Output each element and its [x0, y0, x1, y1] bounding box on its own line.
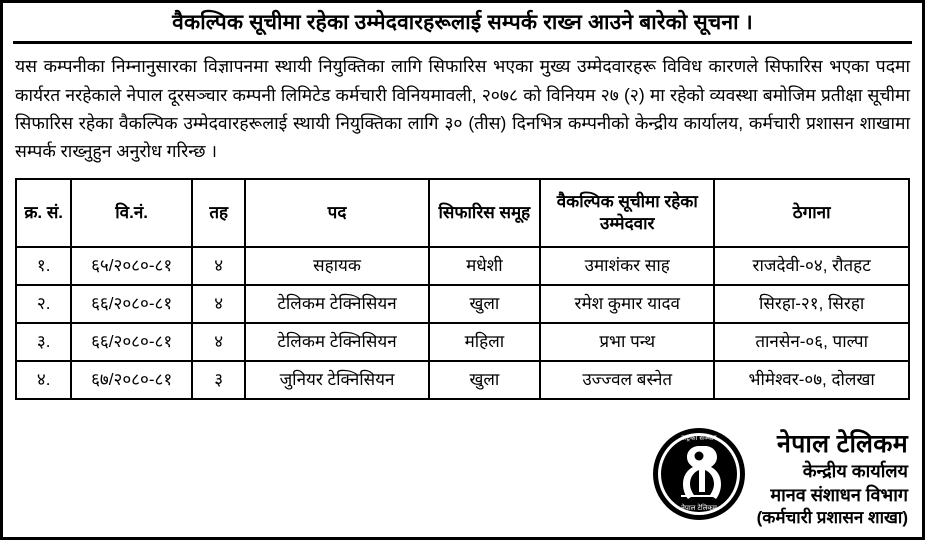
cell-candidate: उज्ज्वल बस्नेत — [540, 361, 714, 399]
cell-post: जुनियर टेक्निसियन — [245, 361, 428, 399]
cell-address: राजदेवी-०४, रौतहट — [714, 247, 909, 285]
cell-post: सहायक — [245, 247, 428, 285]
table-row — [16, 285, 909, 323]
title-divider — [13, 41, 912, 44]
cell-ad-number: ६६/२०८०-८१ — [71, 285, 192, 323]
cell-ad-number: ६५/२०८०-८१ — [71, 247, 192, 285]
cell-group: खुला — [429, 285, 541, 323]
cell-serial: २. — [16, 285, 71, 323]
cell-serial: १. — [16, 247, 71, 285]
footer-signature-block — [651, 426, 908, 529]
table-row — [16, 361, 909, 399]
notice-body-text: यस कम्पनीका निम्नानुसारका विज्ञापनमा स्थायी नियुक्तिका लागि सिफारिस भएका मुख्य उम्मेदवारहरू विविध कारणले सिफारिस भएका पदमा कार्यरत नरहेकाले नेपाल दूरसञ्चार कम्पनी लिमिटेड कर्मचारी विनियमावली, २०७८ को विनियम २७ (२) मा रहेको व्यवस्था बमोजिम प्रतीक्षा सूचीमा सिफारिस रहेका वैकल्पिक उम्मेदवारहरूलाई स्थायी नियुक्तिका लागि ३० (तीस) दिनभित्र कम्पनीको केन्द्रीय कार्यालय, कर्मचारी प्रशासन शाखामा सम्पर्क राख्नुहुन अनुरोध गरिन्छ । — [15, 56, 910, 162]
cell-level: ३ — [192, 361, 246, 399]
table-header-row — [16, 179, 909, 247]
cell-serial: ४. — [16, 361, 71, 399]
cell-level: ४ — [192, 247, 246, 285]
cell-candidate: उमाशंकर साह — [540, 247, 714, 285]
column-header-serial: क्र. सं. — [16, 179, 71, 247]
cell-level: ४ — [192, 323, 246, 361]
column-header-ad-number: वि.नं. — [71, 179, 192, 247]
footer-office: केन्द्रीय कार्यालय — [802, 461, 908, 482]
cell-serial: ३. — [16, 323, 71, 361]
candidates-table — [15, 178, 910, 400]
cell-address: तानसेन-०६, पाल्पा — [714, 323, 909, 361]
cell-candidate: प्रभा पन्थ — [540, 323, 714, 361]
logo-bottom-text: नेपाल टेलिकम — [680, 504, 717, 512]
cell-post: टेलिकम टेक्निसियन — [245, 323, 428, 361]
nepal-telecom-logo-icon — [651, 426, 747, 522]
cell-level: ४ — [192, 285, 246, 323]
table-row — [16, 323, 909, 361]
cell-ad-number: ६६/२०८०-८१ — [71, 323, 192, 361]
column-header-candidate: वैकल्पिक सूचीमा रहेका उम्मेदवार — [540, 179, 714, 247]
footer-section: (कर्मचारी प्रशासन शाखा) — [756, 507, 908, 527]
cell-group: मधेशी — [429, 247, 541, 285]
cell-group: खुला — [429, 361, 541, 399]
table-row — [16, 247, 909, 285]
footer-brand: नेपाल टेलिकम — [776, 429, 908, 458]
footer-department: मानव संशाधन विभाग — [770, 484, 908, 505]
column-header-post: पद — [245, 179, 428, 247]
cell-candidate: रमेश कुमार यादव — [540, 285, 714, 323]
cell-address: सिरहा-२१, सिरहा — [714, 285, 909, 323]
cell-address: भीमेश्वर-०७, दोलखा — [714, 361, 909, 399]
page-title: वैकल्पिक सूचीमा रहेका उम्मेदवारहरूलाई सम्पर्क राख्न आउने बारेको सूचना । — [172, 11, 753, 34]
column-header-address: ठेगाना — [714, 179, 909, 247]
footer-text-block — [757, 426, 908, 529]
column-header-level: तह — [192, 179, 246, 247]
cell-post: टेलिकम टेक्निसियन — [245, 285, 428, 323]
column-header-group: सिफारिस समूह — [429, 179, 541, 247]
cell-ad-number: ६७/२०८०-८१ — [71, 361, 192, 399]
cell-group: महिला — [429, 323, 541, 361]
logo-top-text: राष्ट्रकाे सञ्चार — [681, 434, 717, 442]
